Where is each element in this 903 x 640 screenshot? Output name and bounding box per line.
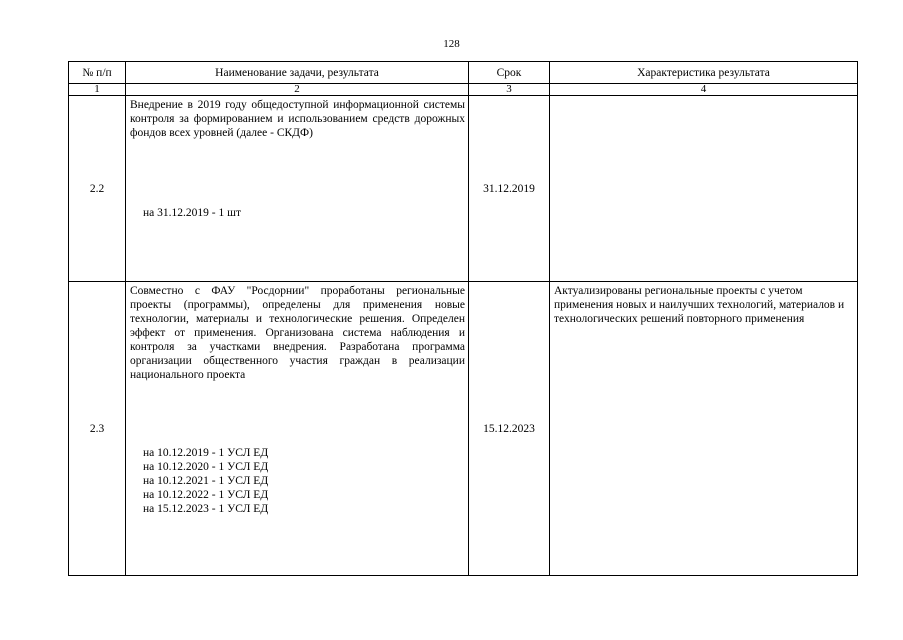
task-text: Совместно с ФАУ "Росдорнии" проработаны региональные проекты (программы), определены для применения новые технологии, материалы и технологические решения. Определен эффект от применения. Организована система наблюдения и контроля за участками внедрения. Разработана программа организации общественного участия граждан в реализации национального проекта <box>130 285 465 381</box>
target-item: на 10.12.2021 - 1 УСЛ ЕД <box>143 475 269 487</box>
column-number: 1 <box>69 84 126 96</box>
target-item: на 15.12.2023 - 1 УСЛ ЕД <box>143 503 269 515</box>
page-number: 128 <box>443 38 460 50</box>
header-number: № п/п <box>69 62 126 84</box>
row-number: 2.2 <box>69 96 126 282</box>
table-row <box>69 96 858 282</box>
column-number: 3 <box>469 84 550 96</box>
task-text: Внедрение в 2019 году общедоступной информационной системы контроля за формированием и использованием средств дорожных фондов всех уровней (далее - СКДФ) <box>130 99 465 139</box>
characteristic-text: Актуализированы региональные проекты с учетом применения новых и наилучших технологий, материалов и технологических решений повторного применения <box>554 285 845 325</box>
header-deadline: Срок <box>469 62 550 84</box>
table-row <box>69 282 858 576</box>
deadline-cell: 31.12.2019 <box>469 96 550 282</box>
task-cell <box>126 282 469 576</box>
column-number: 2 <box>126 84 469 96</box>
target-item: на 10.12.2022 - 1 УСЛ ЕД <box>143 489 269 501</box>
results-table <box>68 61 858 576</box>
task-cell <box>126 96 469 282</box>
column-number: 4 <box>550 84 858 96</box>
target-list <box>130 446 465 516</box>
target-item: на 31.12.2019 - 1 шт <box>143 207 241 219</box>
target-item: на 10.12.2019 - 1 УСЛ ЕД <box>143 447 269 459</box>
table-header-row <box>69 62 858 84</box>
characteristic-cell <box>550 282 858 576</box>
row-number: 2.3 <box>69 282 126 576</box>
column-number-row <box>69 84 858 96</box>
target-list <box>130 206 465 220</box>
header-characteristic: Характеристика результата <box>550 62 858 84</box>
target-item: на 10.12.2020 - 1 УСЛ ЕД <box>143 461 269 473</box>
characteristic-cell <box>550 96 858 282</box>
header-task: Наименование задачи, результата <box>126 62 469 84</box>
deadline-cell: 15.12.2023 <box>469 282 550 576</box>
